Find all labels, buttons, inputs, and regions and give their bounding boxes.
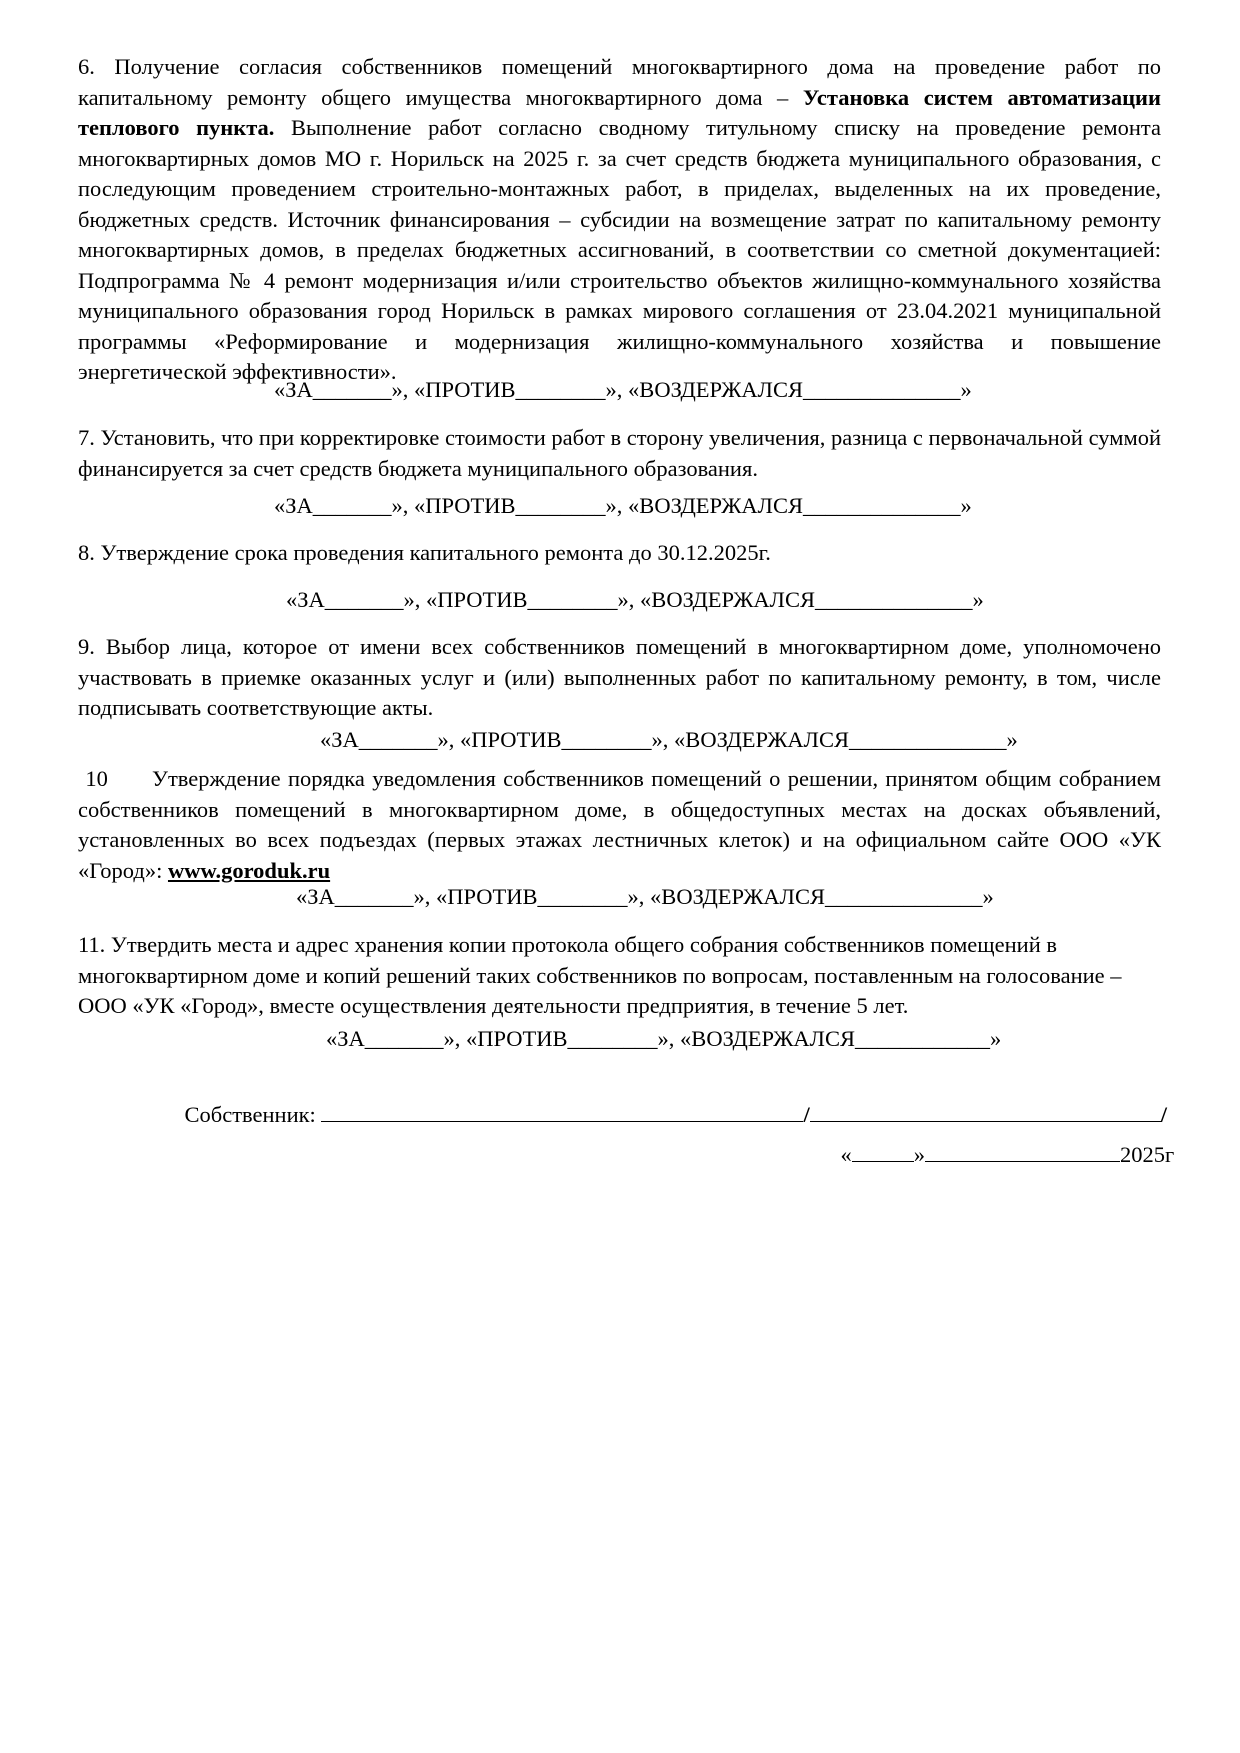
signature-slash-2: / [1160, 1101, 1167, 1127]
website-link[interactable]: www.goroduk.ru [167, 857, 331, 883]
item-6-bold-title: Установка систем автоматизации теплового пункта. [78, 84, 1161, 140]
owner-label: Собственник: [184, 1101, 316, 1127]
item-9-text: 9. Выбор лица, которое от имени всех собственников помещений в многоквартирном доме, уполномочено участвовать в приемке оказанных услуг и (или) выполненных работ по капитальному ремонту, в том, числе подписывать соответствующие акты. [78, 634, 1161, 720]
owner-name-blank[interactable] [321, 1099, 803, 1122]
item-10-text-main: 10 Утверждение порядка уведомления собственников помещений о решении, принятом общим собранием собственников помещений в многоквартирном доме, в общедоступных местах на досках объявлений, установленных во всех подъездах (первых этажах лестничных клеток) и на официальном сайте ООО «УК «Город»: [78, 766, 1167, 883]
date-year: 2025г [1120, 1141, 1175, 1167]
date-month-blank[interactable] [925, 1139, 1120, 1162]
item-11-text: 11. Утвердить места и адрес хранения копии протокола общего собрания собственников помещений в многоквартирном доме и копий решений таких собственников по вопросам, поставленным на голосование – ООО «УК «Город», вместе осуществления деятельности предприятия, в течение 5 лет. [78, 932, 1122, 1018]
item-11-vote-line: «ЗА_______», «ПРОТИВ________», «ВОЗДЕРЖАЛСЯ____________» [326, 1026, 1002, 1051]
item-7-vote-line: «ЗА_______», «ПРОТИВ________», «ВОЗДЕРЖАЛСЯ______________» [274, 493, 972, 518]
date-quote-close: » [913, 1141, 925, 1167]
item-6-text [78, 52, 1161, 388]
item-6-text-part: 6. Получение согласия собственников помещений многоквартирного дома на проведение работ по капитальному ремонту общего имущества многоквартирного дома – [78, 54, 1161, 110]
item-8-vote-line: «ЗА_______», «ПРОТИВ________», «ВОЗДЕРЖАЛСЯ______________» [286, 587, 984, 612]
date-day-blank[interactable] [852, 1139, 914, 1162]
item-10-vote-line: «ЗА_______», «ПРОТИВ________», «ВОЗДЕРЖАЛСЯ______________» [296, 884, 994, 909]
signature-slash-1: / [803, 1101, 810, 1127]
item-6-text-rest: Выполнение работ согласно сводному титульному списку на проведение ремонта многоквартирных домов МО г. Норильск на 2025 г. за счет средств бюджета муниципального образования, с последующим проведением строительно-монтажных работ, в приделах, выделенных на их проведение, бюджетных средств. Источник финансирования – субсидии на возмещение затрат по капитальному ремонту многоквартирных домов, в пределах бюджетных ассигнований, в соответствии со сметной документацией: Подпрограмма № 4 ремонт модернизация и/или строительство объектов жилищно-коммунального хозяйства муниципального образования город Норильск в рамках мирового соглашения от 23.04.2021 муниципальной программы «Реформирование и модернизация жилищно-коммунального хозяйства и повышение энергетической эффективности». [78, 115, 1161, 384]
item-6-vote-line: «ЗА_______», «ПРОТИВ________», «ВОЗДЕРЖАЛСЯ______________» [274, 377, 972, 402]
item-10-text [78, 764, 1167, 886]
item-8-text: 8. Утверждение срока проведения капитального ремонта до 30.12.2025г. [78, 540, 771, 565]
date-quote-open: « [840, 1141, 852, 1167]
date-row [818, 1108, 1174, 1201]
item-7-text: 7. Установить, что при корректировке стоимости работ в сторону увеличения, разница с первоначальной суммой финансируется за счет средств бюджета муниципального образования. [78, 425, 1161, 481]
item-9-vote-line: «ЗА_______», «ПРОТИВ________», «ВОЗДЕРЖАЛСЯ______________» [320, 727, 1018, 752]
